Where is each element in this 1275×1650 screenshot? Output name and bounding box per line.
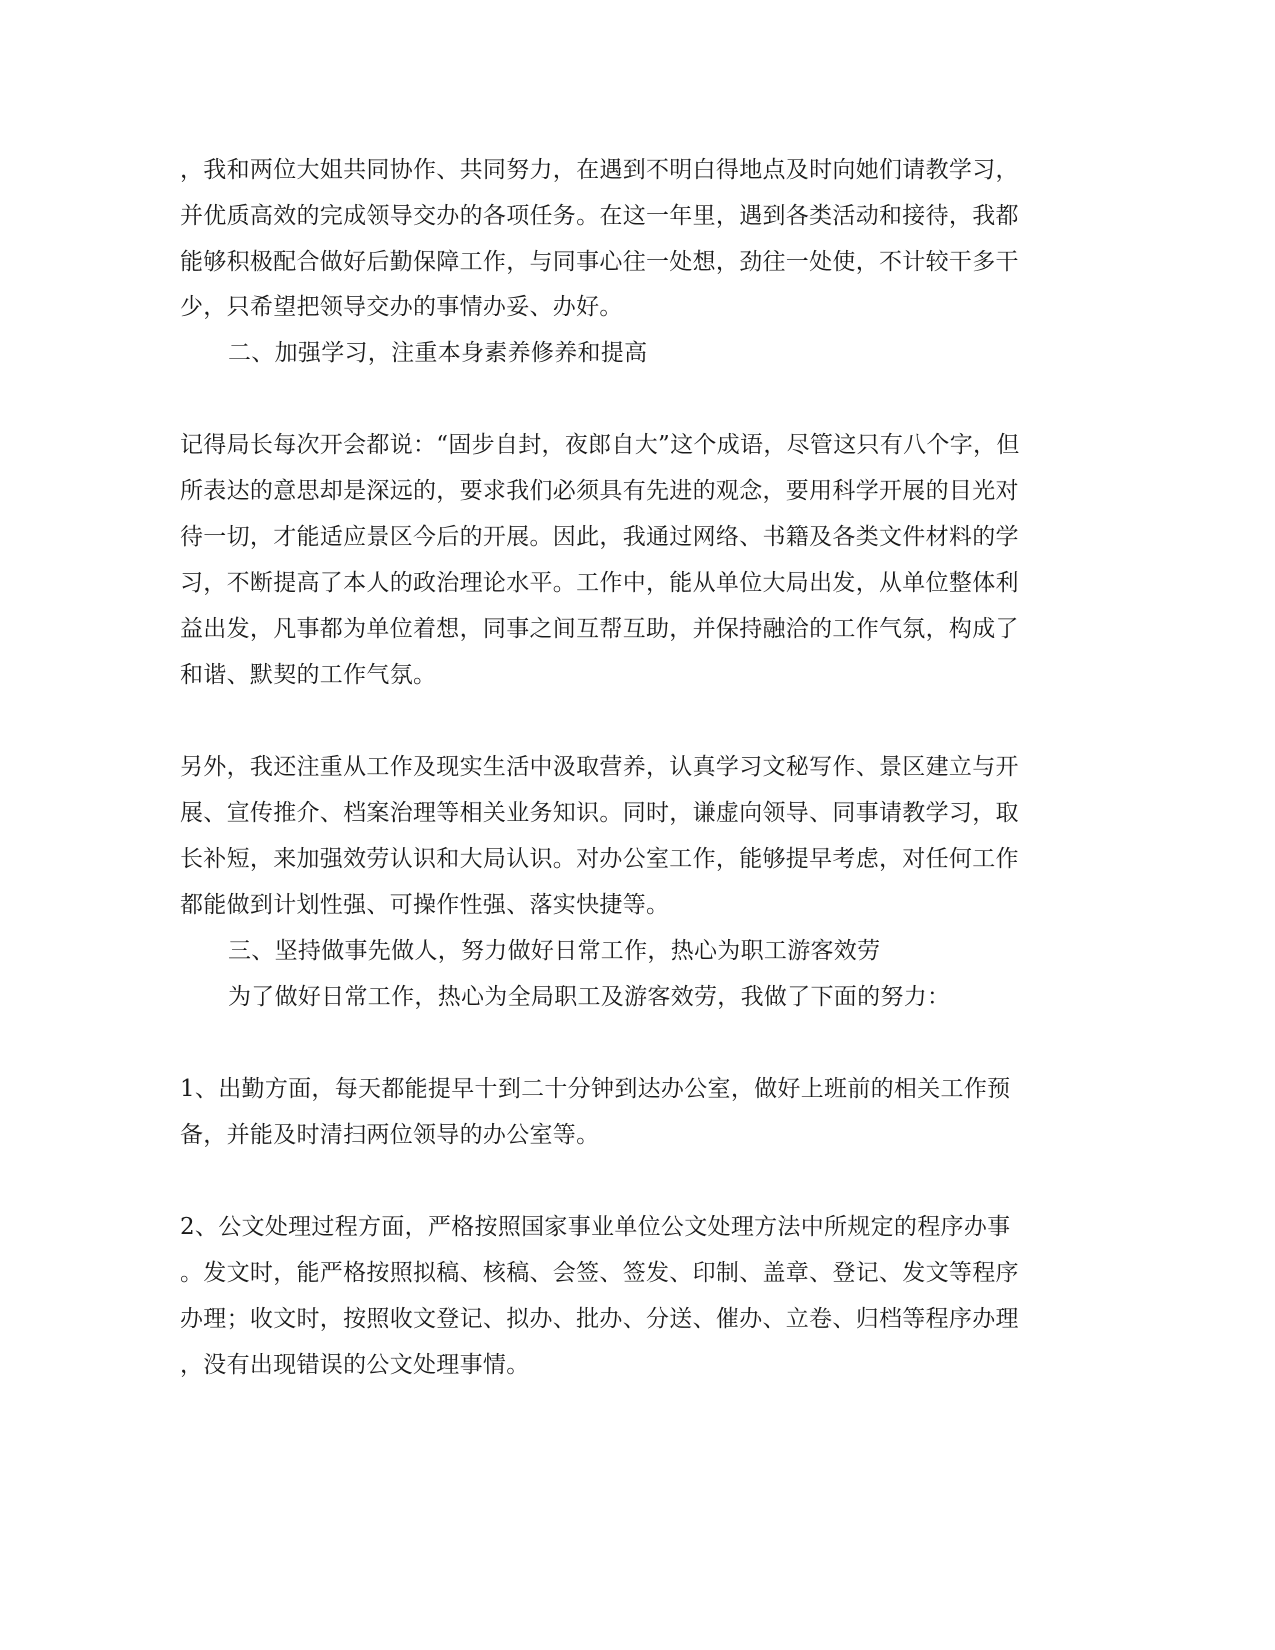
text-line: ，我和两位大姐共同协作、共同努力，在遇到不明白得地点及时向她们请教学习， xyxy=(180,157,1019,183)
text-line: 并优质高效的完成领导交办的各项任务。在这一年里，遇到各类活动和接待，我都 xyxy=(180,203,1019,229)
text-line: 。发文时，能严格按照拟稿、核稿、会签、签发、印制、盖章、登记、发文等程序 xyxy=(180,1260,1019,1286)
text-line: 2、公文处理过程方面，严格按照国家事业单位公文处理方法中所规定的程序办事 xyxy=(180,1214,1011,1240)
text-line: 备，并能及时清扫两位领导的办公室等。 xyxy=(180,1122,600,1148)
text-line: 待一切，才能适应景区今后的开展。因此，我通过网络、书籍及各类文件材料的学 xyxy=(180,524,1019,550)
text-line: 为了做好日常工作，热心为全局职工及游客效劳，我做了下面的努力： xyxy=(228,984,951,1010)
text-line: 益出发，凡事都为单位着想，同事之间互帮互助，并保持融洽的工作气氛，构成了 xyxy=(180,616,1019,642)
text-line: 和谐、默契的工作气氛。 xyxy=(180,662,437,688)
text-line: 都能做到计划性强、可操作性强、落实快捷等。 xyxy=(180,892,670,918)
text-line: 所表达的意思却是深远的，要求我们必须具有先进的观念，要用科学开展的目光对 xyxy=(180,478,1019,504)
text-line: 能够积极配合做好后勤保障工作，与同事心往一处想，劲往一处使，不计较干多干 xyxy=(180,249,1019,275)
text-line: 记得局长每次开会都说：“固步自封，夜郎自大”这个成语，尽管这只有八个字，但 xyxy=(180,432,1020,458)
text-line: 少，只希望把领导交办的事情办妥、办好。 xyxy=(180,294,623,320)
text-line: 展、宣传推介、档案治理等相关业务知识。同时，谦虚向领导、同事请教学习，取 xyxy=(180,800,1019,826)
text-line: 办理；收文时，按照收文登记、拟办、批办、分送、催办、立卷、归档等程序办理 xyxy=(180,1306,1019,1332)
text-line: ，没有出现错误的公文处理事情。 xyxy=(180,1352,530,1378)
section-heading: 三、坚持做事先做人，努力做好日常工作，热心为职工游客效劳 xyxy=(228,938,881,964)
section-heading: 二、加强学习，注重本身素养修养和提高 xyxy=(228,340,648,366)
text-line: 1、出勤方面，每天都能提早十到二十分钟到达办公室，做好上班前的相关工作预 xyxy=(180,1076,1011,1102)
text-line: 长补短，来加强效劳认识和大局认识。对办公室工作，能够提早考虑，对任何工作 xyxy=(180,846,1019,872)
text-line: 另外，我还注重从工作及现实生活中汲取营养，认真学习文秘写作、景区建立与开 xyxy=(180,754,1019,780)
text-line: 习，不断提高了本人的政治理论水平。工作中，能从单位大局出发，从单位整体利 xyxy=(180,570,1019,596)
